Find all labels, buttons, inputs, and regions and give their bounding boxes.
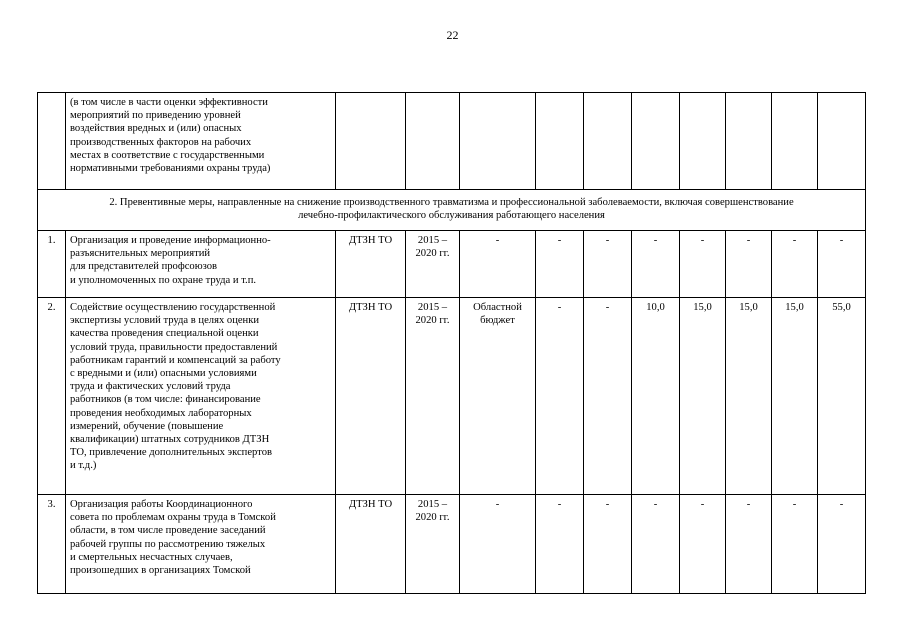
name-line: и уполномоченных по охране труда и т.п. xyxy=(70,274,257,286)
term-line: 2020 гг. xyxy=(415,248,450,260)
name-line: условий труда, правильности предоставлений xyxy=(70,341,278,353)
name-line: проведения необходимых лабораторных xyxy=(70,407,252,419)
cell-term xyxy=(406,231,460,298)
cell-value xyxy=(772,93,818,190)
cell-value: 10,0 xyxy=(632,298,680,495)
cell-value: - xyxy=(536,231,584,298)
name-line: воздействия вредных и (или) опасных xyxy=(70,123,242,135)
cell-value: 55,0 xyxy=(818,298,866,495)
cell-num: 3. xyxy=(38,495,66,594)
cell-value: - xyxy=(680,231,726,298)
table-row-continued xyxy=(38,93,866,190)
source-line: бюджет xyxy=(480,315,515,327)
cell-term xyxy=(406,298,460,495)
cell-executor: ДТЗН ТО xyxy=(336,231,406,298)
section-title xyxy=(38,190,866,231)
name-line: квалификации) штатных сотрудников ДТЗН xyxy=(70,434,270,446)
cell-source xyxy=(460,93,536,190)
cell-value: - xyxy=(726,495,772,594)
name-line: экспертизы условий труда в целях оценки xyxy=(70,315,260,327)
cell-value: - xyxy=(772,495,818,594)
cell-value xyxy=(536,93,584,190)
cell-num: 1. xyxy=(38,231,66,298)
name-line: Организация и проведение информационно- xyxy=(70,235,271,246)
section-title-line: 2. Превентивные меры, направленные на снижение производственного травматизма и профессиональной заболеваемости, включая совершенствование xyxy=(109,196,794,208)
cell-value: - xyxy=(680,495,726,594)
name-line: произошедших в организациях Томской xyxy=(70,565,251,577)
cell-value: 15,0 xyxy=(726,298,772,495)
term-line: 2015 – xyxy=(417,499,448,510)
cell-value: - xyxy=(536,495,584,594)
name-line: труда и фактических условий труда xyxy=(70,381,231,393)
cell-name xyxy=(66,298,336,495)
cell-value: 15,0 xyxy=(680,298,726,495)
source-line: Областной xyxy=(473,302,522,313)
name-line: (в том числе в части оценки эффективности xyxy=(70,97,268,108)
name-line: производственных факторов на рабочих xyxy=(70,136,252,148)
table-row xyxy=(38,231,866,298)
cell-value xyxy=(680,93,726,190)
name-line: рабочей группы по рассмотрению тяжелых xyxy=(70,538,266,550)
page-number: 22 xyxy=(446,28,459,42)
cell-value xyxy=(818,93,866,190)
name-line: Содействие осуществлению государственной xyxy=(70,302,276,313)
cell-value: - xyxy=(584,298,632,495)
cell-name xyxy=(66,231,336,298)
term-line: 2015 – xyxy=(417,235,448,246)
cell-value: - xyxy=(584,495,632,594)
name-line: качества проведения специальной оценки xyxy=(70,328,259,340)
section-title-line: лечебно-профилактического обслуживания работающего населения xyxy=(298,210,605,221)
table-row xyxy=(38,298,866,495)
name-line: и смертельных несчастных случаев, xyxy=(70,551,233,563)
cell-value: - xyxy=(584,231,632,298)
cell-value: - xyxy=(726,231,772,298)
program-table xyxy=(37,92,866,594)
cell-executor: ДТЗН ТО xyxy=(336,495,406,594)
cell-value: - xyxy=(818,231,866,298)
name-line: и т.д.) xyxy=(70,460,97,472)
term-line: 2020 гг. xyxy=(415,315,450,327)
name-line: работников (в том числе: финансирование xyxy=(70,394,261,406)
name-line: совета по проблемам охраны труда в Томской xyxy=(70,512,276,524)
cell-executor xyxy=(336,93,406,190)
cell-value: 15,0 xyxy=(772,298,818,495)
cell-num xyxy=(38,93,66,190)
cell-executor: ДТЗН ТО xyxy=(336,298,406,495)
cell-value xyxy=(584,93,632,190)
cell-value: - xyxy=(818,495,866,594)
name-line: мероприятий по приведению уровней xyxy=(70,110,241,122)
table-row xyxy=(38,495,866,594)
cell-num: 2. xyxy=(38,298,66,495)
cell-source: - xyxy=(460,231,536,298)
name-line: местах в соответствие с государственными xyxy=(70,149,265,161)
name-line: ТО, привлечение дополнительных экспертов xyxy=(70,447,272,459)
name-line: области, в том числе проведение заседаний xyxy=(70,525,266,537)
cell-term xyxy=(406,93,460,190)
name-line: измерений, обучение (повышение xyxy=(70,420,224,432)
cell-name xyxy=(66,93,336,190)
section-row xyxy=(38,190,866,231)
cell-term xyxy=(406,495,460,594)
cell-value: - xyxy=(772,231,818,298)
name-line: разъяснительных мероприятий xyxy=(70,248,211,260)
name-line: работникам гарантий и компенсаций за работу xyxy=(70,354,281,366)
cell-value: - xyxy=(536,298,584,495)
term-line: 2020 гг. xyxy=(415,512,450,524)
cell-source xyxy=(460,298,536,495)
cell-value: - xyxy=(632,495,680,594)
cell-value: - xyxy=(632,231,680,298)
name-line: нормативными требованиями охраны труда) xyxy=(70,163,271,175)
name-line: Организация работы Координационного xyxy=(70,499,253,510)
name-line: для представителей профсоюзов xyxy=(70,261,218,273)
cell-name xyxy=(66,495,336,594)
cell-source: - xyxy=(460,495,536,594)
term-line: 2015 – xyxy=(417,302,448,313)
cell-value xyxy=(632,93,680,190)
cell-value xyxy=(726,93,772,190)
name-line: с вредными и (или) опасными условиями xyxy=(70,368,257,380)
